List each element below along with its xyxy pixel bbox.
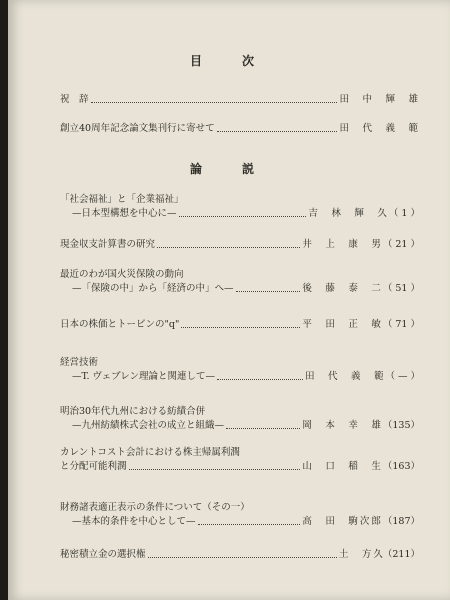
entry-author: 井 上 康 男 <box>302 239 383 250</box>
article-title-line <box>60 193 420 207</box>
leader-dots <box>198 523 301 525</box>
article-title-line <box>60 356 420 370</box>
entry-title: 創立40周年記念論文集刊行に寄せて <box>60 123 215 134</box>
leader-dots <box>217 378 303 380</box>
leader-dots <box>148 556 337 558</box>
article-entry[interactable] <box>60 193 420 221</box>
toc-line <box>60 419 420 433</box>
leader-dots <box>91 101 338 103</box>
entry-author: 岡 本 幸 雄 <box>302 420 383 431</box>
toc-line <box>60 515 420 529</box>
toc-line <box>60 460 420 474</box>
entry-author: 田 代 義 範 <box>304 371 386 382</box>
entry-page: （135） <box>382 420 420 431</box>
article-entry[interactable] <box>60 356 420 384</box>
entry-title: 「社会福祉」と「企業福祉」 <box>60 194 184 205</box>
entry-title: —基本的条件を中心として— <box>72 516 196 527</box>
section-heading: 論 説 <box>189 162 268 176</box>
article-entry[interactable] <box>60 501 420 529</box>
entry-title: 財務諸表適正表示の条件について（その一） <box>60 502 250 513</box>
front-entry[interactable] <box>60 93 420 107</box>
toc-line <box>60 318 420 332</box>
entry-author: 吉 林 輝 久 <box>308 208 389 219</box>
article-entry[interactable] <box>60 268 420 296</box>
article-title-line <box>60 268 420 282</box>
toc-line <box>60 122 420 136</box>
toc-line <box>60 238 420 252</box>
entry-title: —九州紡績株式会社の成立と組織— <box>72 420 225 431</box>
toc-line <box>60 282 420 296</box>
article-title-line <box>60 501 420 515</box>
leader-dots <box>179 215 307 217</box>
entry-title: と分配可能利潤 <box>60 461 127 472</box>
article-title-line <box>60 405 420 419</box>
entry-page: （ 51 ） <box>382 283 420 294</box>
entry-author: 高 田 駒次郎 <box>302 516 383 527</box>
entry-title: —日本型構想を中心に— <box>72 208 177 219</box>
entry-page: （187） <box>382 516 420 527</box>
entry-page: 久（211） <box>373 549 420 560</box>
leader-dots <box>157 246 300 248</box>
article-entry[interactable] <box>60 405 420 433</box>
toc-line <box>60 548 420 562</box>
front-entry[interactable] <box>60 122 420 136</box>
entry-author: 後 藤 泰 二 <box>302 283 383 294</box>
entry-title: 現金収支計算書の研究 <box>60 239 156 250</box>
entry-title: —T. ヴェブレン理論と関連して— <box>72 371 215 382</box>
entry-page: （ — ） <box>385 371 420 382</box>
leader-dots <box>129 468 301 470</box>
entry-author: 田 中 輝 雄 <box>339 94 420 105</box>
entry-author: 平 田 正 敏 <box>302 319 383 330</box>
toc-line <box>60 370 420 384</box>
entry-title: —「保険の中」から「経済の中」へ— <box>72 283 234 294</box>
entry-title: 祝 辞 <box>60 94 89 105</box>
book-page <box>8 0 450 600</box>
entry-author: 田 代 義 範 <box>339 123 420 134</box>
entry-author: 山 口 稲 生 <box>302 461 383 472</box>
article-title-line <box>60 446 420 460</box>
entry-page: （163） <box>382 461 420 472</box>
entry-title: 日本の株価とトービンの"q" <box>60 319 180 330</box>
leader-dots <box>226 427 300 429</box>
toc-line <box>60 207 420 221</box>
entry-author: 土 方 <box>338 549 374 560</box>
toc-line <box>60 93 420 107</box>
leader-dots <box>181 326 300 328</box>
entry-title: 秘密積立金の選択権 <box>60 549 146 560</box>
entry-page: （ 21 ） <box>382 239 420 250</box>
leader-dots <box>217 130 338 132</box>
entry-title: 経営技術 <box>60 357 99 368</box>
entry-title: カレントコスト会計における株主帰属利潤 <box>60 447 240 458</box>
entry-page: （ 71 ） <box>382 319 420 330</box>
article-entry[interactable] <box>60 318 420 332</box>
leader-dots <box>236 290 301 292</box>
entry-title: 最近のわが国火災保険の動向 <box>60 269 184 280</box>
toc-heading: 目 次 <box>189 54 268 68</box>
article-entry[interactable] <box>60 446 420 474</box>
entry-title: 明治30年代九州における紡績合併 <box>60 406 206 417</box>
entry-page: （ 1 ） <box>388 208 420 219</box>
article-entry[interactable] <box>60 548 420 562</box>
article-entry[interactable] <box>60 238 420 252</box>
